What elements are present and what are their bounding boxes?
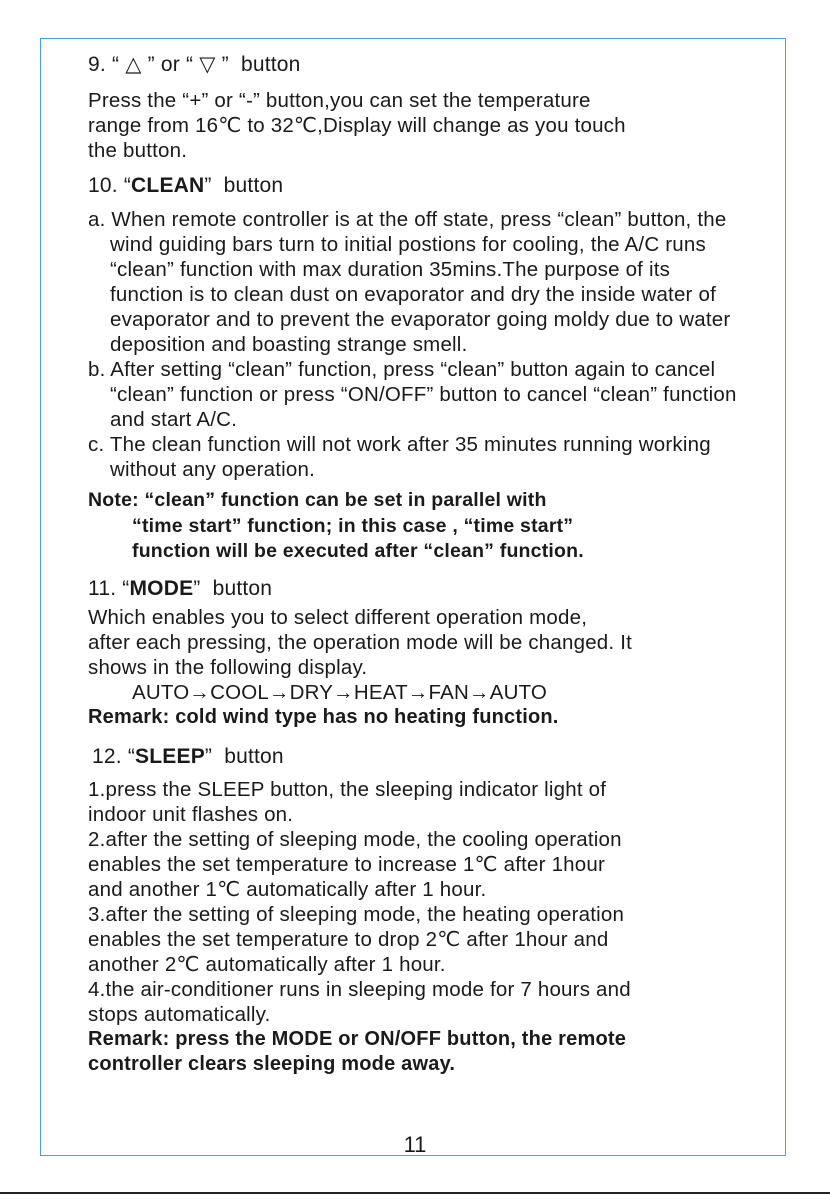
section-number: 10. <box>88 174 118 197</box>
mode-remark: Remark: cold wind type has no heating function. <box>88 705 559 728</box>
section-heading-10 <box>88 173 738 199</box>
body-line: another 2℃ automatically after 1 hour. <box>88 952 446 976</box>
quote-mark: “ <box>122 576 130 600</box>
section-number: 12. <box>92 744 122 768</box>
quote-mark: “ <box>111 53 120 76</box>
down-triangle-icon: ▽ <box>199 53 216 76</box>
section-clean-button <box>88 173 738 565</box>
section-heading-12 <box>88 744 738 770</box>
bottom-rule <box>0 1192 830 1194</box>
body-line: stops automatically. <box>88 1002 271 1026</box>
page-number: 11 <box>403 1132 427 1157</box>
clean-note <box>88 488 738 565</box>
sleep-remark-line: controller clears sleeping mode away. <box>88 1052 456 1075</box>
button-name: MODE <box>129 576 194 600</box>
manual-content <box>88 52 738 1077</box>
quote-mark: “ <box>127 744 136 768</box>
note-line: Note: “clean” function can be set in parallel with <box>88 489 547 511</box>
list-item-c: c. The clean function will not work after 35 minutes running working without any operation. <box>88 433 711 481</box>
mode-sequence: AUTO→COOL→DRY→HEAT→FAN→AUTO <box>132 680 548 704</box>
body-line: 3.after the setting of sleeping mode, the heating operation <box>88 902 625 926</box>
body-line: Which enables you to select different operation mode, <box>88 605 588 629</box>
button-name: CLEAN <box>131 174 205 197</box>
list-item-a: a. When remote controller is at the off state, press “clean” button, the wind guiding bars turn to initial postions for cooling, the A/C runs “clean” function with max duration 35mins.The purpose of its function is to clean dust on evaporator and dry the inside water of evaporator and to prevent the evaporator going moldy due to water deposition and boasting strange smell. <box>88 208 731 356</box>
quote-mark: “ <box>186 53 194 76</box>
section-number: 11. <box>88 576 117 600</box>
heading-suffix: button <box>224 744 284 768</box>
body-line: after each pressing, the operation mode will be changed. It <box>88 630 632 654</box>
body-line: 1.press the SLEEP button, the sleeping indicator light of <box>88 777 607 801</box>
sleep-remark-line: Remark: press the MODE or ON/OFF button, the remote <box>88 1027 627 1050</box>
list-item-b: b. After setting “clean” function, press “clean” button again to cancel “clean” function or press “ON/OFF” button to cancel “clean” function and start A/C. <box>88 358 737 431</box>
heading-suffix: button <box>223 174 284 197</box>
note-line: “time start” function; in this case , “time start” <box>132 514 574 537</box>
body-line: enables the set temperature to drop 2℃ after 1hour and <box>88 927 609 951</box>
quote-mark: “ <box>123 174 132 197</box>
quote-mark: ” <box>204 174 212 197</box>
up-triangle-icon: △ <box>125 53 142 76</box>
body-line: enables the set temperature to increase 1℃ after 1hour <box>88 852 606 876</box>
body-line: 2.after the setting of sleeping mode, the cooling operation <box>88 827 622 851</box>
quote-mark: ” <box>204 744 213 768</box>
body-line: range from 16℃ to 32℃,Display will change as you touch <box>88 114 626 137</box>
body-line: Press the “+” or “-” button,you can set the temperature <box>88 89 591 112</box>
or-text: or <box>160 53 180 76</box>
section-heading-9 <box>88 52 738 78</box>
body-line: and another 1℃ automatically after 1 hour. <box>88 877 487 901</box>
section-sleep-button <box>88 744 738 1077</box>
button-name: SLEEP <box>135 744 205 768</box>
section-number: 9. <box>88 53 106 76</box>
body-line: 4.the air-conditioner runs in sleeping mode for 7 hours and <box>88 977 631 1001</box>
section-up-down-button <box>88 52 738 163</box>
heading-suffix: button <box>240 53 301 76</box>
quote-mark: ” <box>221 53 229 76</box>
note-line: function will be executed after “clean” function. <box>132 540 584 562</box>
quote-mark: ” <box>147 53 155 76</box>
heading-suffix: button <box>212 576 273 600</box>
body-line: the button. <box>88 139 188 162</box>
body-line: shows in the following display. <box>88 655 368 679</box>
section-heading-11 <box>88 576 738 602</box>
section-mode-button <box>88 576 738 730</box>
body-line: indoor unit flashes on. <box>88 802 294 826</box>
quote-mark: ” <box>193 576 201 600</box>
